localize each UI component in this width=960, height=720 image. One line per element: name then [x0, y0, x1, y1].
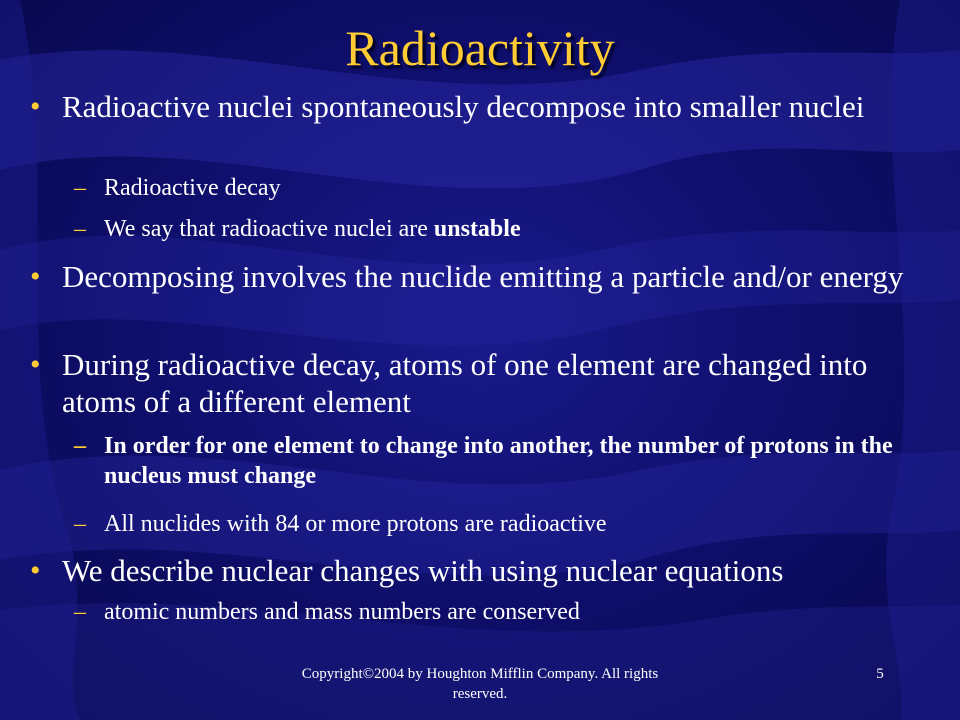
bullet-3-text: During radioactive decay, atoms of one element are changed into atoms of a different element [62, 347, 868, 419]
bullet-marker: • [30, 260, 41, 293]
slide-number: 5 [876, 666, 884, 682]
sub-bullet-4-1 [74, 597, 904, 627]
dash-marker: – [74, 433, 86, 459]
bullet-2-text: Decomposing involves the nuclide emitting a particle and/or energy [62, 259, 904, 294]
sub-bullet-3-1-text: In order for one element to change into another, the number of protons in the nucleus must change [104, 433, 893, 489]
sub-bullet-1-1 [74, 173, 904, 203]
dash-marker: – [74, 216, 86, 242]
bullet-marker: • [30, 554, 41, 587]
bullet-2 [30, 258, 922, 295]
dash-marker: – [74, 175, 86, 201]
bullet-4-text: We describe nuclear changes with using nuclear equations [62, 553, 784, 588]
copyright-footer: Copyright©2004 by Houghton Mifflin Company. All rights reserved. [301, 666, 659, 702]
bullet-1 [30, 88, 922, 125]
dash-marker: – [74, 599, 86, 625]
bullet-3 [30, 346, 922, 420]
bullet-4 [30, 552, 922, 589]
unstable-emphasis: unstable [433, 216, 521, 242]
sub-bullet-1-2-text: We say that radioactive nuclei are [104, 216, 434, 242]
sub-bullet-3-1 [74, 431, 904, 491]
sub-bullet-1-1-text: Radioactive decay [104, 175, 281, 201]
bullet-marker: • [30, 90, 41, 123]
slide-title: Radioactivity [345, 20, 615, 76]
sub-bullet-3-2 [74, 509, 904, 539]
bullet-marker: • [30, 348, 41, 381]
sub-bullet-4-1-text: atomic numbers and mass numbers are conserved [104, 599, 580, 625]
sub-bullet-1-2 [74, 214, 904, 244]
bullet-1-text: Radioactive nuclei spontaneously decompose into smaller nuclei [62, 89, 865, 124]
dash-marker: – [74, 511, 86, 537]
sub-bullet-3-2-text: All nuclides with 84 or more protons are radioactive [104, 511, 607, 537]
